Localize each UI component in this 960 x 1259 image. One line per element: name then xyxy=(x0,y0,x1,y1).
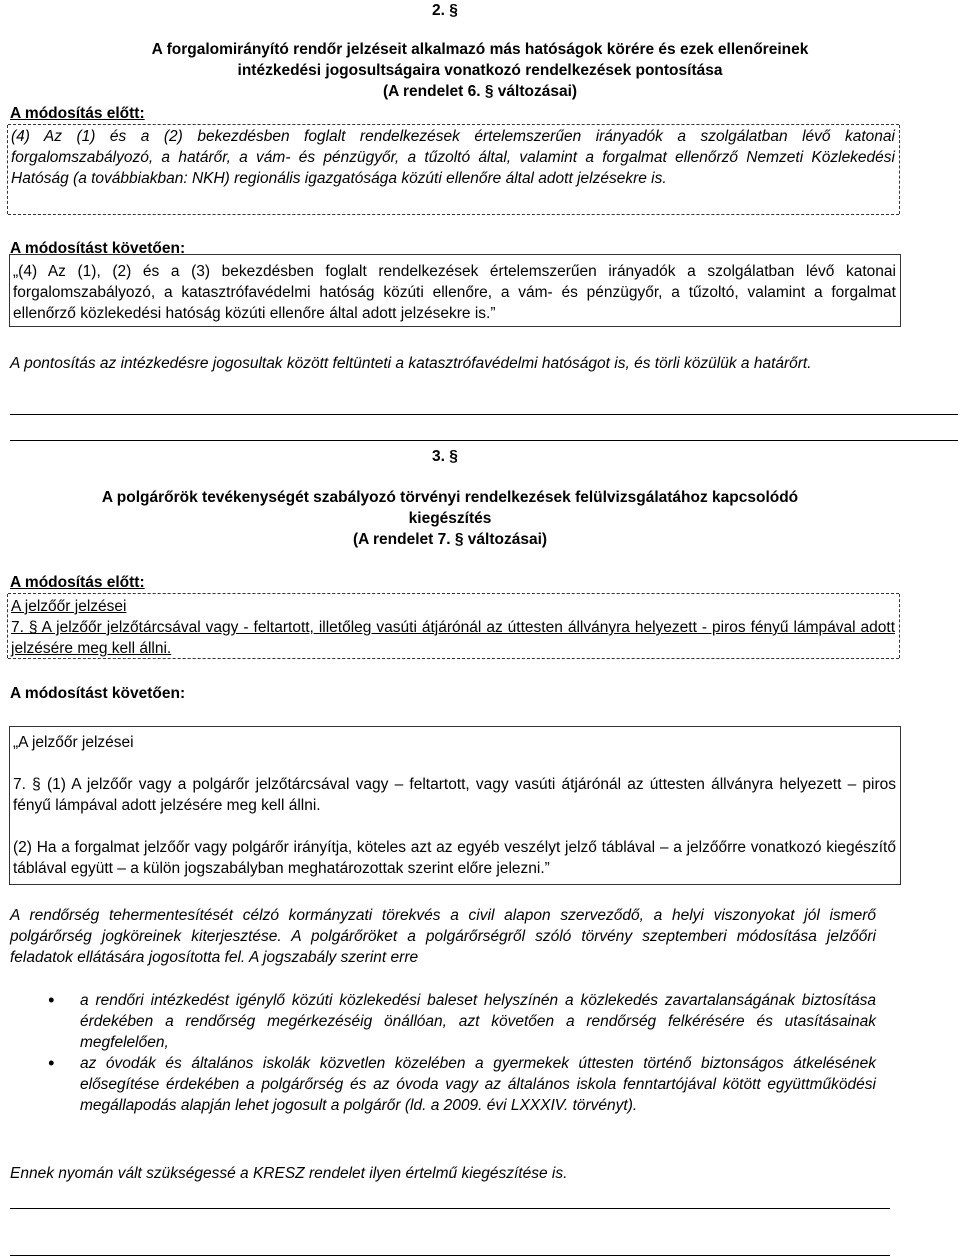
section-3-after-box xyxy=(9,726,901,885)
divider-line xyxy=(10,1208,890,1209)
section-3-conclusion: Ennek nyomán vált szükségessé a KRESZ rendelet ilyen értelmű kiegészítése is. xyxy=(10,1165,568,1182)
section-3-title-line-3: (A rendelet 7. § változásai) xyxy=(352,531,548,548)
section-3-title xyxy=(0,487,900,550)
section-2-title-line-2: intézkedési jogosultságaira vonatkozó rendelkezések pontosítása xyxy=(237,62,723,79)
section-3-title-line-1: A polgárőrök tevékenységét szabályozó törvényi rendelkezések felülvizsgálatához kapcsolódó xyxy=(101,489,799,506)
section-2-explanation: A pontosítás az intézkedésre jogosultak között feltünteti a katasztrófavédelmi hatóságot is, és törli közülük a határőrt. xyxy=(10,355,812,372)
section-2-title-line-1: A forgalomirányító rendőr jelzéseit alkalmazó más hatóságok körére és ezek ellenőreinek xyxy=(151,41,809,58)
section-2-before-box xyxy=(8,124,899,215)
section-3-before-text: 7. § A jelzőőr jelzőtárcsával vagy - feltartott, illetőleg vasúti átjárónál az úttesten állványra helyezett - piros fényű lámpával adott jelzésére meg kell állni. xyxy=(11,619,895,657)
section-3-explanation: A rendőrség tehermentesítését célzó kormányzati törekvés a civil alapon szerveződő, a helyi viszonyokat jól ismerő polgárőrség jogköreinek kiterjesztése. A polgárőröket a polgárőrségről szóló törvény szeptemberi módosítása jelzőőri feladatok ellátására jogosította fel. A jogszabály szerint erre xyxy=(10,907,876,966)
divider-line xyxy=(10,1255,890,1256)
section-3-before-box xyxy=(8,593,899,659)
section-2-before-text: (4) Az (1) és a (2) bekezdésben foglalt rendelkezések értelemszerűen irányadók a szolgálatban lévő katonai forgalomszabályozó, a határőr, a vám- és pénzügyőr, a tűzoltó által, valamint a forgalmat ellenőrző Nemzeti Közlekedési Hatóság (a továbbiakban: NKH) regionális igazgatósága közúti ellenőre által adott jelzésekre is. xyxy=(11,128,895,187)
section-2-after-text: „(4) Az (1), (2) és a (3) bekezdésben foglalt rendelkezések értelemszerűen irányadók a szolgálatban lévő katonai forgalomszabályozó, a katasztrófavédelmi hatóság közúti ellenőre, a vám- és pénzügyőr, a tűzoltó, valamint a forgalmat ellenőrző közlekedési hatóság közúti ellenőre által adott jelzésekre is.” xyxy=(13,263,896,322)
list-item: • a rendőri intézkedést igénylő közúti közlekedési baleset helyszínén a közlekedés zavartalanságának biztosítása érdekében a rendőrség megérkezéséig önállóan, azt követően a rendőrség felkérésére és utasításainak megfelelően, xyxy=(80,990,876,1053)
section-3-number: 3. § xyxy=(432,448,458,465)
section-3-bullet-list xyxy=(10,990,876,1116)
section-3-before-label: A módosítás előtt: xyxy=(10,574,145,591)
section-2-title xyxy=(0,39,960,102)
section-3-after-heading: „A jelzőőr jelzései xyxy=(13,734,134,751)
section-2-number: 2. § xyxy=(432,2,458,19)
section-3-before-heading: A jelzőőr jelzései xyxy=(11,598,127,615)
section-2-after-label: A módosítást követően: xyxy=(10,240,186,257)
section-2-after-box xyxy=(9,254,901,327)
section-3-after-paragraph-2: (2) Ha a forgalmat jelzőőr vagy polgárőr irányítja, köteles azt az egyéb veszélyt jelző táblával – a jelzőőrre vonatkozó kiegészítő táblával együtt – a külön jogszabályban meghatározottak szerint előre jelezni.” xyxy=(13,839,896,877)
section-3-title-line-2: kiegészítés xyxy=(408,510,492,527)
divider-line xyxy=(10,414,958,415)
divider-line xyxy=(10,440,958,441)
section-2-before-label: A módosítás előtt: xyxy=(10,105,145,122)
section-2-title-line-3: (A rendelet 6. § változásai) xyxy=(382,83,578,100)
section-3-after-paragraph-1: 7. § (1) A jelzőőr vagy a polgárőr jelzőtárcsával vagy – feltartott, vagy vasúti átjárónál az úttesten állványra helyezett – piros fényű lámpával adott jelzésére meg kell állni. xyxy=(13,776,896,814)
section-3-after-label: A módosítást követően: xyxy=(10,685,186,702)
list-item: • az óvodák és általános iskolák közvetlen közelében a gyermekek úttesten történő biztonságos átkelésének elősegítése érdekében a polgárőrség és az óvoda vagy az általános iskola fenntartójával kötött együttműködési megállapodás alapján lehet jogosult a polgárőr (ld. a 2009. évi LXXXIV. törvényt). xyxy=(80,1053,876,1116)
